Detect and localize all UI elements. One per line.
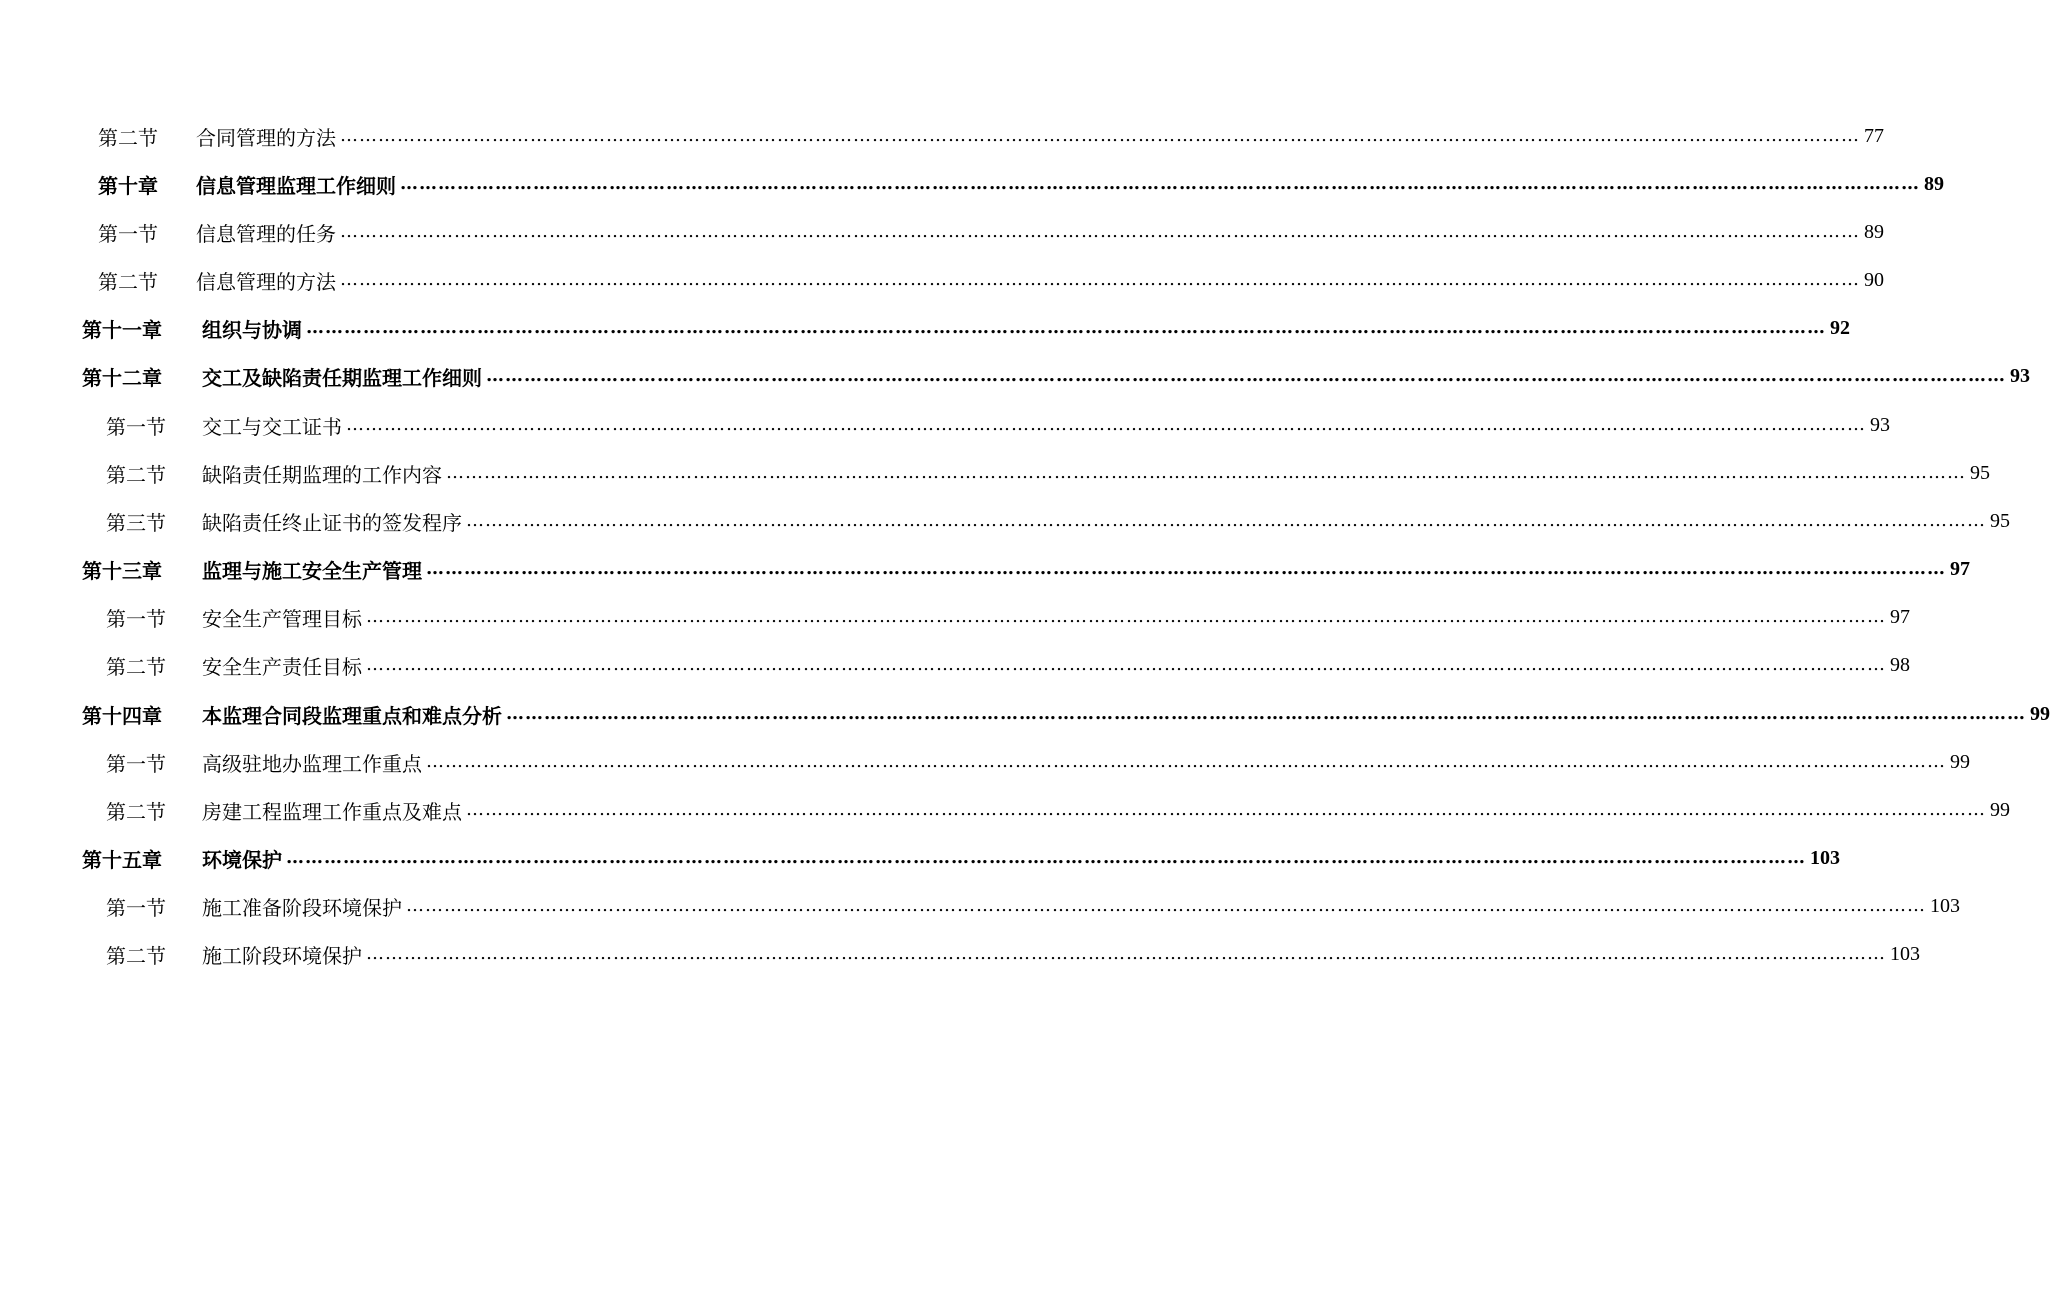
- toc-entry-title: 施工准备阶段环境保护: [202, 895, 402, 920]
- toc-dot-leader: ……………………………………………………………………………………………………………………………………………………………………………………………………………………: [340, 125, 1860, 146]
- toc-entry-title: 环境保护: [202, 847, 282, 872]
- toc-entry-number: 第十一章: [82, 317, 162, 342]
- toc-chapter: [82, 552, 1970, 586]
- toc-chapter: [82, 697, 2050, 731]
- toc-entry-number: 第二节: [106, 462, 166, 487]
- toc-entry-title: 信息管理的方法: [196, 269, 336, 294]
- toc-dot-leader: ……………………………………………………………………………………………………………………………………………………………………………………………………………………: [506, 703, 2026, 724]
- toc-entry-number: 第一节: [106, 414, 166, 439]
- toc-entry: [106, 889, 1960, 923]
- toc-entry-title: 安全生产管理目标: [202, 606, 362, 631]
- toc-entry-title: 交工及缺陷责任期监理工作细则: [202, 365, 482, 390]
- toc-entry-page: 99: [1950, 750, 1970, 773]
- toc-entry-page: 99: [1990, 798, 2010, 821]
- toc-entry-number: 第二节: [106, 799, 166, 824]
- toc-entry-title: 组织与协调: [202, 317, 302, 342]
- toc-chapter: [82, 359, 2030, 393]
- toc-entry: [106, 648, 1910, 682]
- toc-dot-leader: ……………………………………………………………………………………………………………………………………………………………………………………………………………………: [466, 799, 1986, 820]
- toc-entry-number: 第一节: [106, 606, 166, 631]
- toc-entry-page: 77: [1864, 124, 1884, 147]
- toc-entry-page: 92: [1830, 316, 1850, 339]
- toc-entry-page: 103: [1810, 846, 1840, 869]
- toc-entry-page: 103: [1890, 942, 1920, 965]
- toc-entry-number: 第二节: [98, 125, 158, 150]
- toc-dot-leader: ……………………………………………………………………………………………………………………………………………………………………………………………………………………: [306, 317, 1826, 338]
- toc-entry-title: 监理与施工安全生产管理: [202, 558, 422, 583]
- toc-dot-leader: ……………………………………………………………………………………………………………………………………………………………………………………………………………………: [340, 221, 1860, 242]
- toc-entry: [98, 263, 1884, 297]
- toc-entry-number: 第二节: [98, 269, 158, 294]
- toc-entry-title: 本监理合同段监理重点和难点分析: [202, 703, 502, 728]
- toc-entry-title: 信息管理监理工作细则: [196, 173, 396, 198]
- toc-entry-page: 93: [2010, 364, 2030, 387]
- toc-entry-number: 第十五章: [82, 847, 162, 872]
- toc-entry-title: 施工阶段环境保护: [202, 943, 362, 968]
- toc-entry-number: 第二节: [106, 654, 166, 679]
- toc-entry-title: 安全生产责任目标: [202, 654, 362, 679]
- toc-entry-page: 89: [1864, 220, 1884, 243]
- toc-chapter: [82, 311, 1850, 345]
- toc-entry-title: 合同管理的方法: [196, 125, 336, 150]
- toc-dot-leader: ……………………………………………………………………………………………………………………………………………………………………………………………………………………: [406, 895, 1926, 916]
- toc-entry-number: 第一节: [106, 895, 166, 920]
- toc-dot-leader: ……………………………………………………………………………………………………………………………………………………………………………………………………………………: [366, 606, 1886, 627]
- toc-entry-page: 97: [1950, 557, 1970, 580]
- toc-entry-title: 缺陷责任期监理的工作内容: [202, 462, 442, 487]
- toc-entry-title: 高级驻地办监理工作重点: [202, 751, 422, 776]
- toc-dot-leader: ……………………………………………………………………………………………………………………………………………………………………………………………………………………: [466, 510, 1986, 531]
- toc-chapter: [98, 167, 1944, 201]
- toc-entry: [98, 215, 1884, 249]
- toc-dot-leader: ……………………………………………………………………………………………………………………………………………………………………………………………………………………: [366, 654, 1886, 675]
- toc-entry: [98, 119, 1884, 153]
- toc-dot-leader: ……………………………………………………………………………………………………………………………………………………………………………………………………………………: [486, 365, 2006, 386]
- toc-chapter: [82, 841, 1840, 875]
- toc-dot-leader: ……………………………………………………………………………………………………………………………………………………………………………………………………………………: [286, 847, 1806, 868]
- toc-entry-number: 第十三章: [82, 558, 162, 583]
- toc-entry-number: 第十章: [98, 173, 158, 198]
- toc-entry: [106, 937, 1920, 971]
- toc-dot-leader: ……………………………………………………………………………………………………………………………………………………………………………………………………………………: [446, 462, 1966, 483]
- toc-dot-leader: ……………………………………………………………………………………………………………………………………………………………………………………………………………………: [426, 751, 1946, 772]
- toc-entry: [106, 600, 1910, 634]
- toc-entry-page: 95: [1990, 509, 2010, 532]
- toc-entry-number: 第十四章: [82, 703, 162, 728]
- toc-entry-number: 第一节: [106, 751, 166, 776]
- toc-entry-number: 第三节: [106, 510, 166, 535]
- toc-entry-title: 信息管理的任务: [196, 221, 336, 246]
- toc-entry: [106, 456, 1990, 490]
- toc-entry-page: 93: [1870, 413, 1890, 436]
- toc-entry-number: 第十二章: [82, 365, 162, 390]
- toc-entry-page: 95: [1970, 461, 1990, 484]
- toc-dot-leader: ……………………………………………………………………………………………………………………………………………………………………………………………………………………: [400, 173, 1920, 194]
- toc-entry: [106, 745, 1970, 779]
- toc-entry-title: 交工与交工证书: [202, 414, 342, 439]
- toc-dot-leader: ……………………………………………………………………………………………………………………………………………………………………………………………………………………: [346, 414, 1866, 435]
- toc-entry: [106, 793, 2010, 827]
- toc-entry-page: 97: [1890, 605, 1910, 628]
- toc-entry-page: 103: [1930, 894, 1960, 917]
- toc-entry: [106, 504, 2010, 538]
- toc-dot-leader: ……………………………………………………………………………………………………………………………………………………………………………………………………………………: [426, 558, 1946, 579]
- toc-entry-title: 房建工程监理工作重点及难点: [202, 799, 462, 824]
- toc-entry-page: 98: [1890, 653, 1910, 676]
- toc-entry-number: 第一节: [98, 221, 158, 246]
- toc-entry-number: 第二节: [106, 943, 166, 968]
- toc-entry-page: 99: [2030, 702, 2050, 725]
- toc-entry-page: 89: [1924, 172, 1944, 195]
- toc-entry: [106, 408, 1890, 442]
- toc-dot-leader: ……………………………………………………………………………………………………………………………………………………………………………………………………………………: [340, 269, 1860, 290]
- toc-dot-leader: ……………………………………………………………………………………………………………………………………………………………………………………………………………………: [366, 943, 1886, 964]
- toc-entry-page: 90: [1864, 268, 1884, 291]
- toc-entry-title: 缺陷责任终止证书的签发程序: [202, 510, 462, 535]
